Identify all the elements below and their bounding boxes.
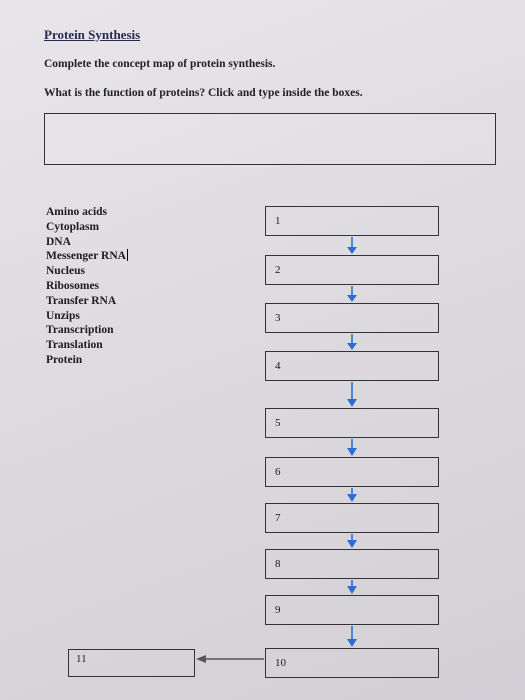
arrow-down-icon (347, 534, 357, 548)
concept-box-number: 11 (76, 653, 87, 665)
word-bank-item: Nucleus (46, 265, 85, 278)
concept-box-number: 7 (275, 512, 281, 524)
word-bank-item: DNA (46, 235, 71, 248)
page-title: Protein Synthesis (44, 27, 141, 42)
word-bank-item: Messenger RNA (46, 250, 126, 263)
arrow-down-icon (347, 382, 357, 407)
instruction-protein-function: What is the function of proteins? Click and type inside the boxes. (44, 87, 363, 99)
word-bank-item: Cytoplasm (46, 220, 100, 233)
word-bank-item: Unzips (46, 309, 80, 322)
word-bank-item: Translation (46, 339, 103, 352)
arrow-down-icon (347, 334, 357, 350)
arrow-down-icon (347, 439, 357, 456)
word-bank-item: Transfer RNA (46, 294, 117, 307)
concept-box-number: 1 (275, 215, 281, 227)
arrow-down-icon (347, 488, 357, 502)
word-bank-item: Transcription (46, 324, 114, 337)
word-bank-item: Amino acids (46, 206, 108, 218)
arrow-down-icon (347, 580, 357, 594)
concept-box-number: 6 (275, 466, 281, 478)
concept-box-number: 3 (275, 312, 281, 324)
arrow-down-icon (347, 626, 357, 647)
concept-box-number: 5 (275, 417, 281, 429)
concept-box-number: 9 (275, 604, 281, 616)
concept-box-number: 4 (275, 360, 281, 372)
word-bank-item: Ribosomes (46, 279, 100, 292)
arrow-left-icon (196, 655, 264, 663)
instruction-concept-map: Complete the concept map of protein synthesis. (44, 58, 276, 70)
arrow-down-icon (347, 237, 357, 254)
concept-box-number: 2 (275, 264, 281, 276)
concept-box-number: 10 (275, 657, 286, 669)
arrow-down-icon (347, 286, 357, 302)
word-bank-item: Protein (46, 353, 83, 366)
concept-box-number: 8 (275, 558, 281, 570)
